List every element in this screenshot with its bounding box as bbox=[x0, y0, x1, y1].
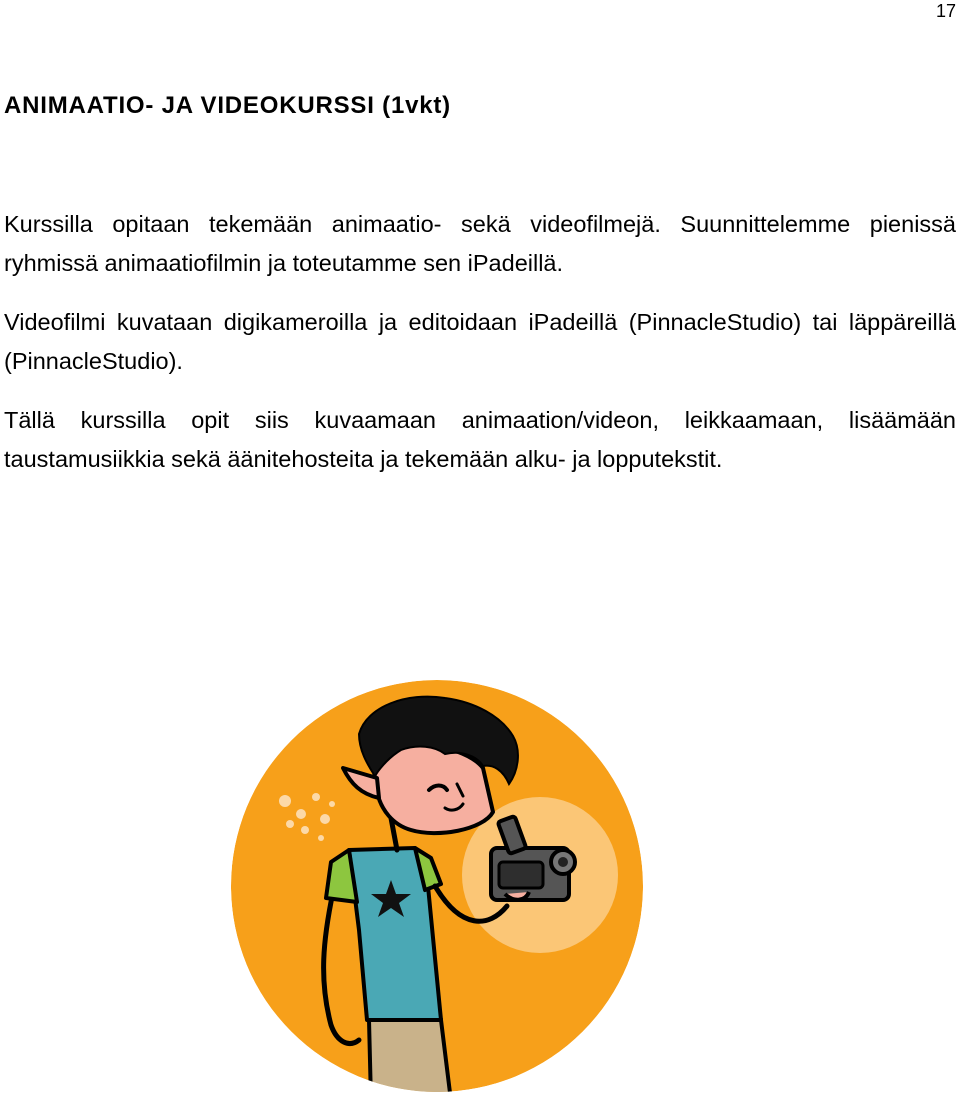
pants-shape bbox=[369, 1020, 451, 1101]
paragraph-intro: Kurssilla opitaan tekemään animaatio- sekä videofilmejä. Suunnittelemme pienissä ryhmissä animaatiofilmin ja toteutamme sen iPadeillä. bbox=[4, 211, 956, 276]
paragraph-video: Videofilmi kuvataan digikameroilla ja editoidaan iPadeillä (PinnacleStudio) tai läppäreillä (PinnacleStudio). bbox=[4, 309, 956, 374]
boy-with-video-camera-icon bbox=[231, 680, 643, 1101]
page-title: ANIMAATIO- JA VIDEOKURSSI (1vkt) bbox=[4, 92, 451, 119]
paragraph-skills: Tällä kurssilla opit siis kuvaamaan animaation/videon, leikkaamaan, lisäämään taustamusiikkia sekä äänitehosteita ja tekemään alku- ja lopputekstit. bbox=[4, 407, 956, 472]
page-number: 17 bbox=[935, 1, 956, 21]
